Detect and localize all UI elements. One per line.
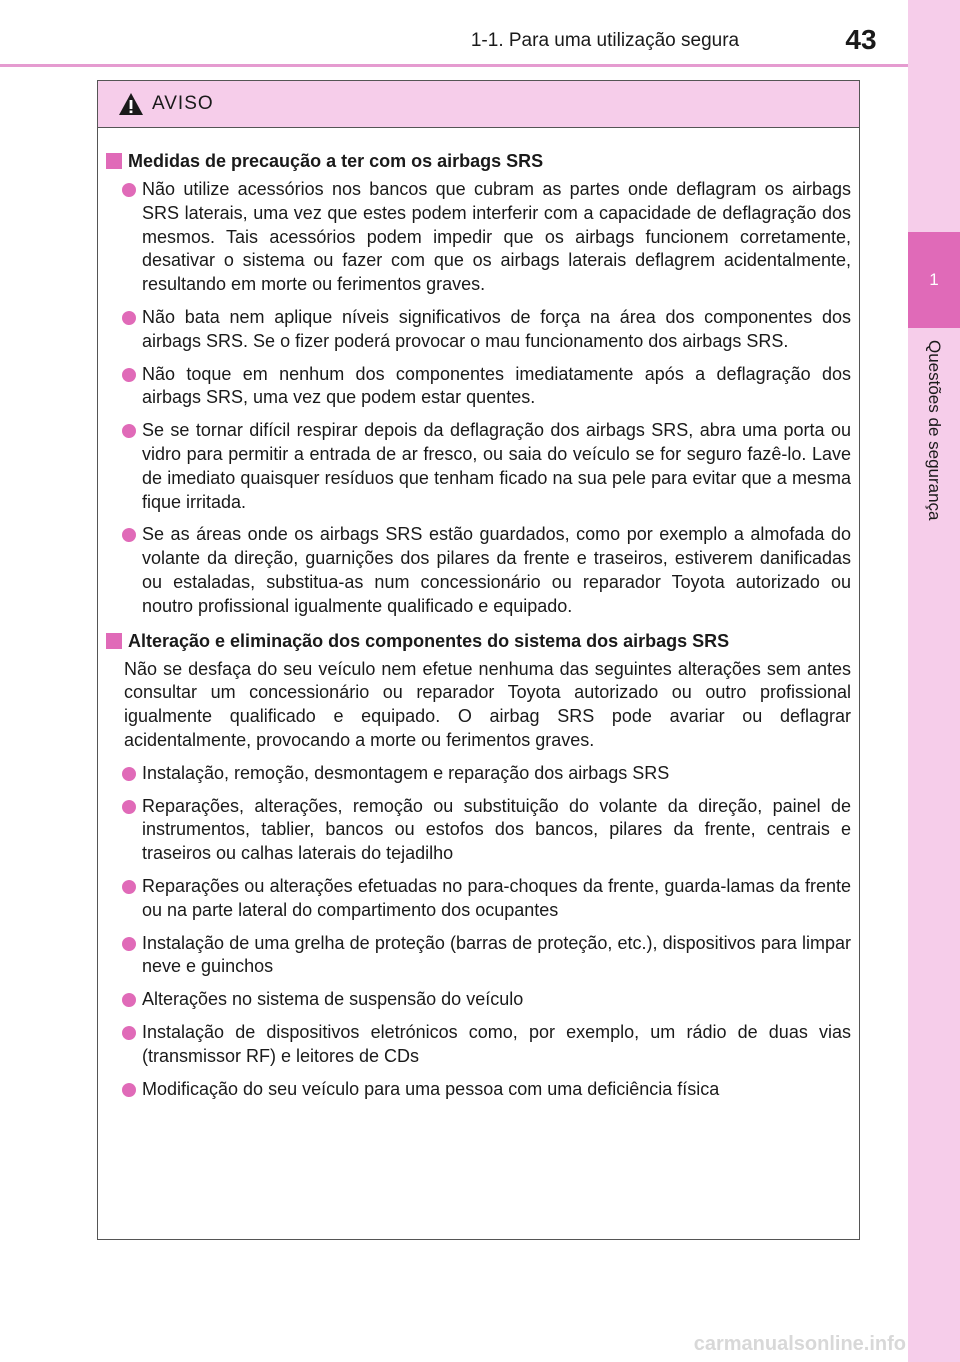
section-heading [106,628,851,655]
square-bullet-icon [106,153,122,169]
round-bullet-icon [122,424,136,438]
section-intro: Não se desfaça do seu veículo nem efetue nenhuma das seguintes alterações sem antes consultar um concessionário ou reparador Toyota autorizado ou outro profissional igualmente qualificado e equipado. O airbag SRS pode avariar ou deflagrar acidentalmente, provocando a morte ou ferimentos graves. [124,658,851,750]
header-rule [0,64,908,67]
list-item-text: Não toque em nenhum dos componentes imediatamente após a deflagração dos airbags SRS, uma vez que podem estar quentes. [142,363,851,408]
round-bullet-icon [122,183,136,197]
section-heading [106,148,851,175]
round-bullet-icon [122,1083,136,1097]
round-bullet-icon [122,993,136,1007]
list-item [122,523,851,618]
list-item-text: Não bata nem aplique níveis significativos de força na área dos componentes dos airbags SRS. Se o fizer poderá provocar o mau funcionamento dos airbags SRS. [142,306,851,351]
round-bullet-icon [122,311,136,325]
section-heading-text: Alteração e eliminação dos componentes do sistema dos airbags SRS [128,630,730,651]
list-item [122,1078,851,1102]
list-item-text: Se se tornar difícil respirar depois da deflagração dos airbags SRS, abra uma porta ou vidro para permitir a entrada de ar fresco, ou saia do veículo se for seguro fazê-lo. Lave de imediato quaisquer resíduos que tenham ficado na sua pele para evitar que a mesma fique irritada. [142,420,851,512]
list-item-text: Instalação de dispositivos eletrónicos como, por exemplo, um rádio de duas vias (transmissor RF) e leitores de CDs [142,1021,851,1066]
round-bullet-icon [122,528,136,542]
warning-header [98,81,859,128]
list-item [122,306,851,354]
list-item-text: Instalação, remoção, desmontagem e reparação dos airbags SRS [142,762,670,783]
side-tab-chapter-number: 1 [908,232,960,328]
list-item-text: Reparações, alterações, remoção ou substituição do volante da direção, painel de instrumentos, tablier, bancos ou estofos dos bancos, pilares da frente, centrais e traseiros ou calhas laterais do tejadilho [142,795,851,864]
round-bullet-icon [122,880,136,894]
list-item-text: Não utilize acessórios nos bancos que cubram as partes onde deflagram os airbags SRS laterais, uma vez que estes podem interferir com a capacidade de deflagração dos mesmos. Tais acessórios podem impedir que os airbags funcionem corretamente, desativar o sistema ou fazer com que os airbags laterais deflagrem acidentalmente, resultando em morte ou ferimentos graves. [142,179,851,295]
list-item [122,988,851,1012]
round-bullet-icon [122,937,136,951]
warning-body [98,128,859,1101]
list-item-text: Instalação de uma grelha de proteção (barras de proteção, etc.), dispositivos para limpar neve e guinchos [142,932,851,977]
list-item [122,419,851,514]
round-bullet-icon [122,1026,136,1040]
warning-triangle-icon [118,92,144,116]
list-item-text: Modificação do seu veículo para uma pessoa com uma deficiência física [142,1078,720,1099]
list-item [122,178,851,297]
running-header: 1-1. Para uma utilização segura [470,30,740,51]
list-item [122,875,851,923]
warning-box [97,80,860,1240]
square-bullet-icon [106,633,122,649]
list-item-text: Reparações ou alterações efetuadas no para-choques da frente, guarda-lamas da frente ou na parte lateral do compartimento dos ocupantes [142,875,851,920]
list-item [122,762,851,786]
list-item-text: Se as áreas onde os airbags SRS estão guardados, como por exemplo a almofada do volante da direção, guarnições dos pilares da frente e traseiros, estiverem danificadas ou estaladas, substitua-as num concessionário ou reparador Toyota autorizado ou noutro profissional igualmente qualificado e equipado. [142,524,851,616]
list-item [122,795,851,866]
side-tab-chapter-label: Questões de segurança [925,340,944,521]
footer-watermark[interactable]: carmanualsonline.info [693,1333,906,1355]
warning-title: AVISO [152,93,214,114]
section-heading-text: Medidas de precaução a ter com os airbags SRS [128,151,544,171]
round-bullet-icon [122,800,136,814]
list-item [122,1021,851,1069]
round-bullet-icon [122,368,136,382]
list-item-text: Alterações no sistema de suspensão do veículo [142,989,524,1010]
page-number: 43 [845,24,877,55]
side-tab [908,0,960,1362]
list-item [122,363,851,411]
list-item [122,932,851,980]
round-bullet-icon [122,767,136,781]
